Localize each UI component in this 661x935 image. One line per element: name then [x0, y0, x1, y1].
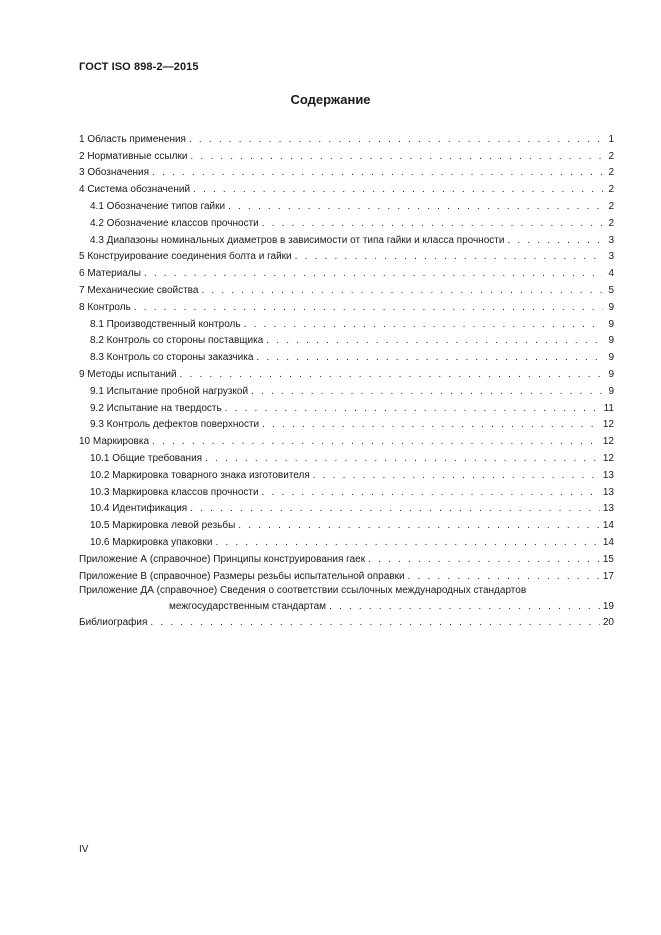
toc-entry-label: 4.1 Обозначение типов гайки: [90, 200, 226, 212]
toc-entry-label: 10 Маркировка: [79, 436, 150, 448]
toc-entry-label: 8.1 Производственный контроль: [90, 318, 241, 330]
toc-dot-leader: [256, 352, 603, 364]
toc-entry-page: 2: [608, 150, 614, 162]
toc-entry-label: 4.2 Обозначение классов прочности: [90, 217, 259, 229]
toc-dot-leader: [262, 419, 600, 431]
toc-entry[interactable]: [79, 549, 614, 566]
toc-entry-label: 10.1 Общие требования: [90, 452, 203, 464]
toc-entry-page: 12: [602, 436, 614, 448]
toc-dot-leader: [262, 218, 603, 230]
toc-entry-label: 10.6 Маркировка упаковки: [90, 536, 213, 548]
toc-entry-label: 10.5 Маркировка левой резьбы: [90, 520, 236, 532]
toc-entry-label: 5 Конструирование соединения болта и гайки: [79, 251, 292, 263]
toc-dot-leader: [193, 184, 603, 196]
toc-entry[interactable]: [79, 364, 614, 381]
toc-entry-label: 4 Система обозначений: [79, 184, 191, 196]
toc-dot-leader: [262, 487, 600, 499]
toc-dot-leader: [205, 453, 600, 465]
document-code: ГОСТ ISO 898-2—2015: [79, 61, 199, 73]
toc-entry[interactable]: [79, 331, 614, 348]
toc-dot-leader: [190, 151, 603, 163]
toc-dot-leader: [134, 302, 603, 314]
toc-entry[interactable]: [79, 179, 614, 196]
toc-entry-page: 13: [602, 469, 614, 481]
toc-entry-label: Библиография: [79, 617, 148, 629]
toc-dot-leader: [251, 386, 603, 398]
toc-entry-label: Приложение ДА (справочное) Сведения о соответствии ссылочных международных стандартов: [79, 584, 527, 596]
toc-entry[interactable]: [79, 196, 614, 213]
toc-dot-leader: [225, 403, 601, 415]
toc-entry-page: 2: [608, 184, 614, 196]
toc-entry-page: 2: [608, 200, 614, 212]
toc-entry[interactable]: [79, 247, 614, 264]
table-of-contents: [79, 129, 614, 629]
toc-entry-page: 20: [602, 617, 614, 629]
toc-entry[interactable]: [79, 532, 614, 549]
toc-entry-page: 2: [608, 217, 614, 229]
toc-dot-leader: [408, 571, 600, 583]
toc-entry-label: 9.2 Испытание на твердость: [90, 402, 222, 414]
toc-entry[interactable]: [79, 280, 614, 297]
toc-title: Содержание: [290, 92, 371, 107]
toc-entry[interactable]: [79, 597, 614, 613]
toc-entry[interactable]: [79, 314, 614, 331]
toc-entry-page: 9: [608, 335, 614, 347]
toc-entry-page: 2: [608, 167, 614, 179]
toc-entry-page: 13: [602, 486, 614, 498]
toc-entry[interactable]: [79, 482, 614, 499]
toc-entry-page: 9: [608, 301, 614, 313]
toc-entry-page: 14: [602, 520, 614, 532]
toc-entry-page: 9: [608, 352, 614, 364]
toc-dot-leader: [244, 319, 603, 331]
toc-entry[interactable]: [79, 465, 614, 482]
toc-dot-leader: [215, 537, 599, 549]
toc-entry-label: 10.2 Маркировка товарного знака изготовителя: [90, 469, 310, 481]
toc-entry[interactable]: [79, 263, 614, 280]
toc-entry-label: 8.3 Контроль со стороны заказчика: [90, 352, 254, 364]
toc-entry-page: 9: [608, 368, 614, 380]
toc-entry-label: 8 Контроль: [79, 301, 131, 313]
toc-entry-page: 9: [608, 385, 614, 397]
toc-entry[interactable]: [79, 297, 614, 314]
toc-entry[interactable]: [79, 381, 614, 398]
toc-entry-label: 9.3 Контроль дефектов поверхности: [90, 419, 260, 431]
toc-entry[interactable]: [79, 515, 614, 532]
toc-entry-label: 9.1 Испытание пробной нагрузкой: [90, 385, 249, 397]
toc-entry[interactable]: [79, 415, 614, 432]
toc-entry[interactable]: [79, 431, 614, 448]
toc-dot-leader: [507, 235, 603, 247]
toc-entry-label: 10.3 Маркировка классов прочности: [90, 486, 259, 498]
toc-entry[interactable]: [79, 213, 614, 230]
toc-entry[interactable]: [79, 613, 614, 630]
toc-entry-label: 8.2 Контроль со стороны поставщика: [90, 335, 264, 347]
toc-entry-page: 17: [602, 570, 614, 582]
toc-entry-page: 1: [608, 133, 614, 145]
toc-entry[interactable]: [79, 129, 614, 146]
toc-entry-page: 5: [608, 284, 614, 296]
toc-dot-leader: [238, 520, 600, 532]
toc-entry-label: 10.4 Идентификация: [90, 503, 188, 515]
toc-entry-page: 3: [608, 234, 614, 246]
toc-entry[interactable]: [79, 398, 614, 415]
toc-dot-leader: [201, 285, 603, 297]
toc-entry-page: 19: [602, 600, 614, 612]
toc-entry-page: 14: [602, 536, 614, 548]
toc-entry[interactable]: [79, 566, 614, 583]
toc-entry-page: 9: [608, 318, 614, 330]
toc-entry-page: 11: [603, 402, 614, 414]
toc-entry-label: 6 Материалы: [79, 268, 141, 280]
toc-entry-label: межгосударственным стандартам: [169, 600, 327, 612]
toc-entry-label: Приложение В (справочное) Размеры резьбы испытательной оправки: [79, 570, 405, 582]
toc-entry[interactable]: [79, 448, 614, 465]
toc-entry-label: 2 Нормативные ссылки: [79, 150, 188, 162]
toc-dot-leader: [152, 167, 603, 179]
toc-entry[interactable]: [79, 146, 614, 163]
toc-entry-label: 1 Область применения: [79, 133, 186, 145]
toc-dot-leader: [313, 470, 600, 482]
toc-dot-leader: [368, 554, 600, 566]
toc-entry-page: 12: [602, 419, 614, 431]
toc-dot-leader: [152, 436, 600, 448]
toc-dot-leader: [266, 335, 603, 347]
toc-entry-label: 9 Методы испытаний: [79, 368, 177, 380]
toc-entry-page: 15: [602, 553, 614, 565]
toc-entry-page: 3: [608, 251, 614, 263]
toc-entry-label: 3 Обозначения: [79, 167, 150, 179]
toc-dot-leader: [329, 601, 600, 613]
toc-entry-label: Приложение А (справочное) Принципы конструирования гаек: [79, 553, 366, 565]
toc-entry[interactable]: [79, 347, 614, 364]
toc-entry[interactable]: [79, 163, 614, 180]
toc-entry-page: 12: [602, 452, 614, 464]
toc-entry-page: 13: [602, 503, 614, 515]
toc-dot-leader: [228, 201, 603, 213]
toc-entry[interactable]: [79, 499, 614, 516]
toc-entry-label: 4.3 Диапазоны номинальных диаметров в зависимости от типа гайки и класса прочности: [90, 234, 505, 246]
page-number: IV: [79, 844, 89, 855]
toc-entry[interactable]: [79, 583, 614, 597]
toc-dot-leader: [180, 369, 603, 381]
toc-dot-leader: [295, 251, 603, 263]
toc-entry-page: 4: [608, 268, 614, 280]
toc-dot-leader: [144, 268, 603, 280]
toc-dot-leader: [150, 617, 599, 629]
toc-dot-leader: [190, 503, 600, 515]
toc-dot-leader: [189, 134, 603, 146]
toc-entry[interactable]: [79, 230, 614, 247]
toc-entry-label: 7 Механические свойства: [79, 284, 199, 296]
